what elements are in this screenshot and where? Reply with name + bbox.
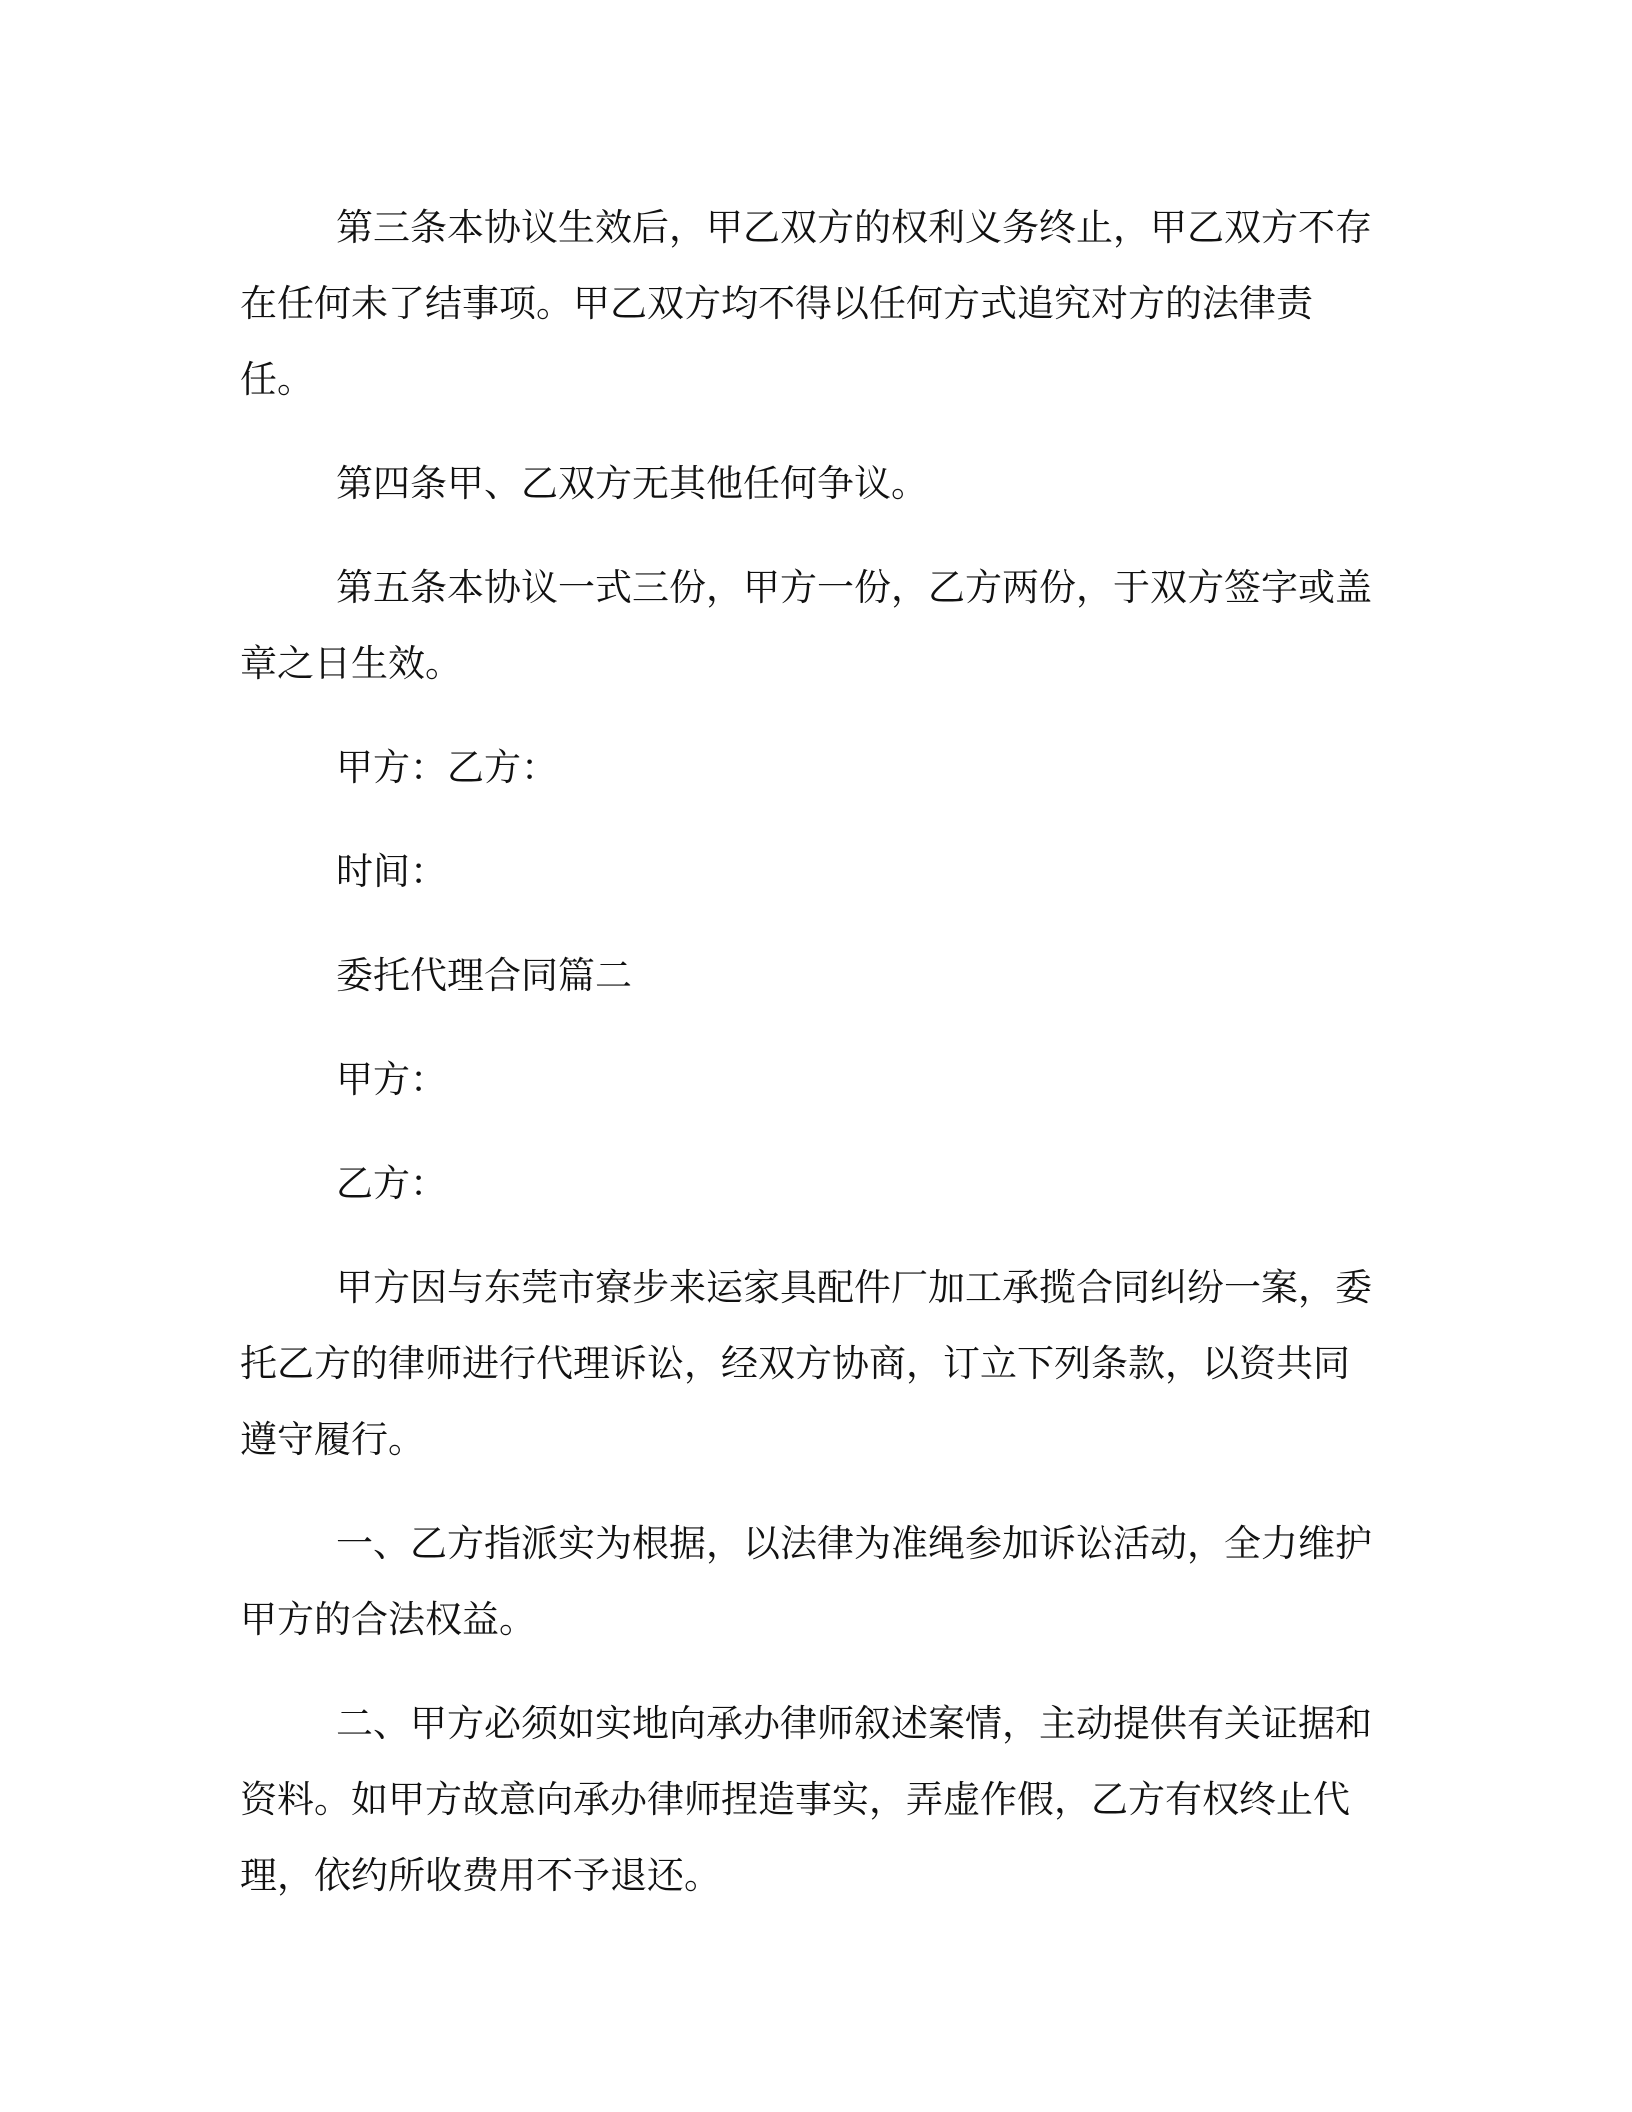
paragraph-article-4: 第四条甲、乙双方无其他任何争议。 [336,462,928,505]
paragraph-clause-2: 二、甲方必须如实地向承办律师叙述案情，主动提供有关证据和资料。如甲方故意向承办律师捏造事实，弄虚作假，乙方有权终止代理，依约所收费用不予退还。 [240,1702,1372,1897]
party-b-field: 乙方： [336,1162,447,1205]
paragraph-article-3: 第三条本协议生效后，甲乙双方的权利义务终止，甲乙双方不存在任何未了结事项。甲乙双方均不得以任何方式追究对方的法律责任。 [240,206,1372,401]
signature-date: 时间： [336,850,447,893]
section-heading: 委托代理合同篇二 [336,954,632,997]
paragraph-intro: 甲方因与东莞市寮步来运家具配件厂加工承揽合同纠纷一案，委托乙方的律师进行代理诉讼，经双方协商，订立下列条款，以资共同遵守履行。 [240,1266,1372,1461]
document-body [240,190,1380,1914]
paragraph-article-5: 第五条本协议一式三份，甲方一份，乙方两份，于双方签字或盖章之日生效。 [240,566,1372,685]
paragraph-clause-1: 一、乙方指派实为根据，以法律为准绳参加诉讼活动，全力维护甲方的合法权益。 [240,1522,1372,1641]
party-a-field: 甲方： [336,1058,447,1101]
signature-parties: 甲方：乙方： [336,746,558,789]
